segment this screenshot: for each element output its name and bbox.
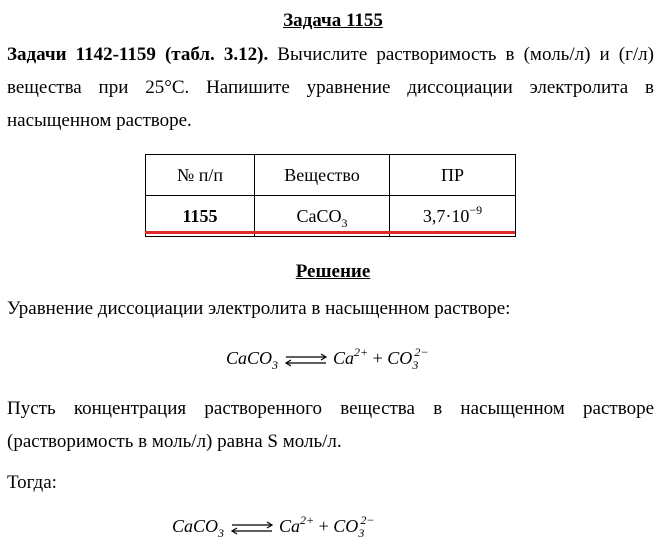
pr-base: 3,7·10	[422, 205, 470, 226]
eq-left-subscript: 3	[272, 358, 279, 372]
eq-ion2-subscript: 3	[412, 358, 419, 372]
eq-ion1: Ca	[333, 348, 355, 368]
eq2-left-formula: CaCO	[172, 516, 219, 536]
solution-heading: Решение	[295, 261, 371, 282]
equilibrium-arrows-icon	[284, 353, 328, 367]
task-statement	[7, 38, 654, 137]
table-header-row	[146, 155, 516, 196]
concentration-text: Пусть концентрация растворенного вещества в насыщенном растворе (растворимость в моль/л) равна S моль/л.	[7, 398, 654, 452]
table-bottom-accent-line	[145, 231, 515, 234]
eq-ion2: CO	[387, 348, 413, 368]
task-title: Задача 1155	[283, 10, 383, 31]
eq-left-formula: CaCO	[226, 348, 273, 368]
header-number: № п/п	[146, 155, 255, 196]
task-range-label: Задачи 1142-1159 (табл. 3.12).	[7, 44, 269, 65]
eq2-left-subscript: 3	[218, 526, 225, 540]
then-text: Тогда:	[7, 472, 57, 493]
eq2-ion2: CO	[333, 516, 359, 536]
dissociation-text: Уравнение диссоциации электролита в насыщенном растворе:	[7, 298, 511, 319]
eq2-ion2-charge: 2−	[360, 513, 375, 527]
eq2-plus: +	[318, 516, 334, 536]
eq-ion1-charge: 2+	[354, 345, 369, 359]
task-text: Вычислите растворимость в (моль/л) и (г/л) вещества при 25°C. Напишите уравнение диссоциации электролита в насыщенном растворе.	[7, 44, 654, 131]
eq-plus: +	[372, 348, 388, 368]
substance-subscript: 3	[341, 215, 348, 230]
pr-exponent: −9	[469, 202, 483, 217]
eq2-ion1: Ca	[279, 516, 301, 536]
eq2-ion1-charge: 2+	[300, 513, 315, 527]
eq2-ion2-subscript: 3	[358, 526, 365, 540]
cell-number: 1155	[146, 196, 255, 237]
header-pr: ПР	[390, 155, 516, 196]
header-substance: Вещество	[255, 155, 390, 196]
eq-ion2-charge: 2−	[414, 345, 429, 359]
substance-base: CaCO	[296, 205, 342, 226]
data-table	[145, 154, 516, 237]
